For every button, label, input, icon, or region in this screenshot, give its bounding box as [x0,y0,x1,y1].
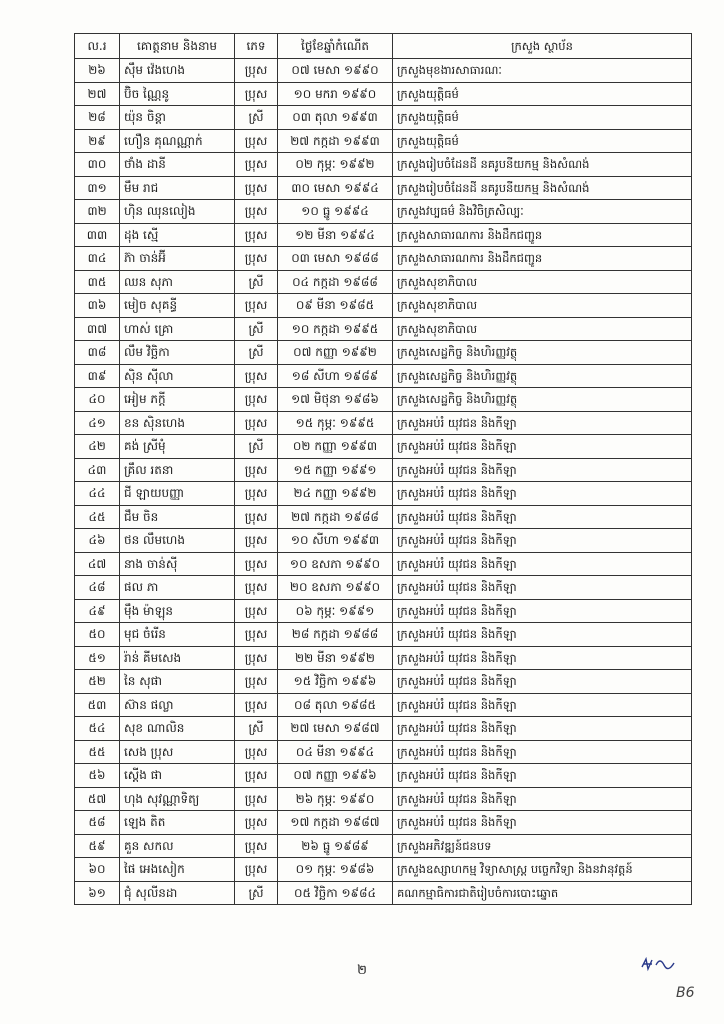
row-dob: ២២ មីនា ១៩៩២ [278,646,393,670]
row-gender: ប្រុស [235,858,278,882]
row-dob: ០៤ កក្កដា ១៩៨៨ [278,270,393,294]
row-name: ហ៊ិន ឈុនលៀង [120,200,235,224]
row-ministry: ក្រសួងសាធារណការ និងដឹកជញ្ជូន [393,223,692,247]
row-ministry: គណកម្មាធិការជាតិរៀបចំការបោះឆ្នោត [393,881,692,905]
row-number: ៣៥ [75,270,120,294]
row-ministry: ក្រសួងយុត្តិធម៌ [393,106,692,130]
row-ministry: ក្រសួងអប់រំ យុវជន និងកីឡា [393,529,692,553]
table-row [75,129,692,153]
table-row [75,435,692,459]
row-number: ៦០ [75,858,120,882]
row-name: អៀម ភក្តី [120,388,235,412]
row-gender: ស្រី [235,881,278,905]
row-dob: ១២ មីនា ១៩៩៤ [278,223,393,247]
row-gender: ស្រី [235,341,278,365]
table-row [75,153,692,177]
row-name: ស៊ិន ស៊ីលា [120,364,235,388]
row-name: ជឹម ចិន [120,505,235,529]
row-ministry: ក្រសួងអប់រំ យុវជន និងកីឡា [393,670,692,694]
row-name: គួន សកល [120,834,235,858]
row-dob: ០៧ កញ្ញា ១៩៩២ [278,341,393,365]
row-ministry: ក្រសួងអប់រំ យុវជន និងកីឡា [393,717,692,741]
row-ministry: ក្រសួងសេដ្ឋកិច្ច និងហិរញ្ញវត្ថុ [393,388,692,412]
row-dob: ១០ កក្កដា ១៩៩៥ [278,317,393,341]
table-row [75,670,692,694]
row-gender: ប្រុស [235,764,278,788]
row-number: ៣២ [75,200,120,224]
row-gender: ប្រុស [235,82,278,106]
row-number: ៤២ [75,435,120,459]
row-ministry: ក្រសួងសេដ្ឋកិច្ច និងហិរញ្ញវត្ថុ [393,341,692,365]
row-dob: ១០ ឧសភា ១៩៩០ [278,552,393,576]
row-ministry: ក្រសួងឧស្សាហកម្ម វិទ្យាសាស្ត្រ បច្ចេកវិទ្យា និងនវានុវត្តន៍ [393,858,692,882]
table-row [75,458,692,482]
row-ministry: ក្រសួងអប់រំ យុវជន និងកីឡា [393,811,692,835]
row-dob: ១៧ កក្កដា ១៩៨៧ [278,811,393,835]
row-number: ៥៩ [75,834,120,858]
table-row [75,388,692,412]
row-name: លឹម វិច្ឆិកា [120,341,235,365]
row-ministry: ក្រសួងសុខាភិបាល [393,270,692,294]
row-gender: ប្រុស [235,153,278,177]
table-row [75,529,692,553]
row-name: មឹម រាជ [120,176,235,200]
row-number: ៤០ [75,388,120,412]
row-ministry: ក្រសួងអប់រំ យុវជន និងកីឡា [393,552,692,576]
header-ministry: ក្រសួង ស្ថាប័ន [393,34,692,59]
page-number: ២ [357,963,367,978]
row-ministry: ក្រសួងយុត្តិធម៌ [393,82,692,106]
row-number: ២៨ [75,106,120,130]
row-ministry: ក្រសួងអប់រំ យុវជន និងកីឡា [393,435,692,459]
header-gender: ភេទ [235,34,278,59]
row-ministry: ក្រសួងអប់រំ យុវជន និងកីឡា [393,482,692,506]
row-gender: ស្រី [235,435,278,459]
row-dob: ១៥ វិច្ឆិកា ១៩៩៦ [278,670,393,694]
table-row [75,505,692,529]
row-gender: ប្រុស [235,388,278,412]
row-number: ៣១ [75,176,120,200]
row-name: ស្តើង ផា [120,764,235,788]
table-row [75,552,692,576]
row-number: ៣៦ [75,294,120,318]
table-row [75,764,692,788]
table-row [75,834,692,858]
row-dob: ២៧ កក្កដា ១៩៩៣ [278,129,393,153]
table-row [75,317,692,341]
table-row [75,717,692,741]
row-ministry: ក្រសួងរៀបចំដែនដី នគរូបនីយកម្ម និងសំណង់ [393,176,692,200]
row-name: ខន ស៊ិនហេង [120,411,235,435]
row-number: ៥៨ [75,811,120,835]
table-row [75,623,692,647]
row-number: ៥២ [75,670,120,694]
row-number: ៥៧ [75,787,120,811]
table-row [75,787,692,811]
row-name: នាង ចាន់ស៊ី [120,552,235,576]
row-number: ៥០ [75,623,120,647]
row-number: ២៧ [75,82,120,106]
table-row [75,59,692,83]
row-number: ៥៥ [75,740,120,764]
row-dob: ០៤ មីនា ១៩៩៤ [278,740,393,764]
table-row [75,646,692,670]
row-dob: ០៧ កញ្ញា ១៩៩៦ [278,764,393,788]
row-dob: ១០ ធ្នូ ១៩៩៤ [278,200,393,224]
row-dob: ២០ ឧសភា ១៩៩០ [278,576,393,600]
row-gender: ប្រុស [235,176,278,200]
header-dob: ថ្ងៃខែឆ្នាំកំណើត [278,34,393,59]
table-row [75,200,692,224]
row-number: ៤៣ [75,458,120,482]
row-gender: ប្រុស [235,529,278,553]
row-number: ៤៥ [75,505,120,529]
row-number: ៤៦ [75,529,120,553]
row-ministry: ក្រសួងមុខងារសាធារណៈ [393,59,692,83]
row-number: ២៦ [75,59,120,83]
row-ministry: ក្រសួងយុត្តិធម៌ [393,129,692,153]
row-gender: ប្រុស [235,599,278,623]
row-dob: ៣០ មេសា ១៩៩៤ [278,176,393,200]
row-number: ៥១ [75,646,120,670]
row-gender: ស្រី [235,106,278,130]
row-name: យ៉ុន ចិន្តា [120,106,235,130]
row-gender: ប្រុស [235,670,278,694]
row-name: សេង ប្រុស [120,740,235,764]
row-ministry: ក្រសួងសុខាភិបាល [393,317,692,341]
table-row [75,482,692,506]
row-ministry: ក្រសួងអប់រំ យុវជន និងកីឡា [393,505,692,529]
row-name: ថាំង ដានី [120,153,235,177]
row-ministry: ក្រសួងអភិវឌ្ឍន៍ជនបទ [393,834,692,858]
row-name: គង់ ស្រីមុំ [120,435,235,459]
row-dob: ១០ សីហា ១៩៩៣ [278,529,393,553]
row-number: ៣៧ [75,317,120,341]
row-gender: ប្រុស [235,200,278,224]
table-header-row [75,34,692,59]
row-gender: ស្រី [235,717,278,741]
row-gender: ប្រុស [235,552,278,576]
row-number: ៤៧ [75,552,120,576]
row-dob: ២៧ កក្កដា ១៩៨៨ [278,505,393,529]
row-name: ផៃ អេងសៀក [120,858,235,882]
row-name: រ៉ាន់ គីមសេង [120,646,235,670]
row-name: ឡេង តិត [120,811,235,835]
row-dob: ១៥ កុម្ភៈ ១៩៩៥ [278,411,393,435]
row-dob: ១៨ សីហា ១៩៨៩ [278,364,393,388]
row-number: ៥៤ [75,717,120,741]
row-name: ផល ភា [120,576,235,600]
row-ministry: ក្រសួងអប់រំ យុវជន និងកីឡា [393,599,692,623]
row-name: ហាស់ គ្រោ [120,317,235,341]
handwritten-signature [640,955,680,977]
row-number: ៣៣ [75,223,120,247]
row-number: ៤៩ [75,599,120,623]
table-row [75,247,692,271]
row-gender: ស្រី [235,317,278,341]
table-row [75,270,692,294]
row-ministry: ក្រសួងសាធារណការ និងដឹកជញ្ជូន [393,247,692,271]
row-dob: ០៥ វិច្ឆិកា ១៩៨៤ [278,881,393,905]
table-row [75,223,692,247]
row-gender: ប្រុស [235,623,278,647]
row-number: ៤១ [75,411,120,435]
row-number: ៣០ [75,153,120,177]
table-row [75,341,692,365]
row-name: មុជ ចំរើន [120,623,235,647]
row-ministry: ក្រសួងអប់រំ យុវជន និងកីឡា [393,693,692,717]
table-row [75,811,692,835]
row-name: ជុំ សុលីនដា [120,881,235,905]
row-dob: ២៦ ធ្នូ ១៩៨៩ [278,834,393,858]
personnel-table [74,33,692,905]
row-dob: ២៨ កក្កដា ១៩៨៨ [278,623,393,647]
row-gender: ប្រុស [235,787,278,811]
row-dob: ២៤ កញ្ញា ១៩៩២ [278,482,393,506]
row-dob: ០៧ មេសា ១៩៩០ [278,59,393,83]
row-number: ៥៦ [75,764,120,788]
row-name: ស៊ាន ផល្លា [120,693,235,717]
row-number: ២៩ [75,129,120,153]
row-ministry: ក្រសួងរៀបចំដែនដី នគរូបនីយកម្ម និងសំណង់ [393,153,692,177]
row-number: ៦១ [75,881,120,905]
row-name: ជី ឡាយបញ្ញា [120,482,235,506]
row-ministry: ក្រសួងអប់រំ យុវជន និងកីឡា [393,646,692,670]
row-dob: ០១ កុម្ភៈ ១៩៨៦ [278,858,393,882]
table-row [75,740,692,764]
table-row [75,106,692,130]
row-number: ៥៣ [75,693,120,717]
row-number: ៣៤ [75,247,120,271]
row-ministry: ក្រសួងអប់រំ យុវជន និងកីឡា [393,576,692,600]
row-dob: ០៨ តុលា ១៩៨៥ [278,693,393,717]
row-name: គ្រឹល រតនា [120,458,235,482]
row-gender: ស្រី [235,270,278,294]
row-ministry: ក្រសួងសុខាភិបាល [393,294,692,318]
row-ministry: ក្រសួងអប់រំ យុវជន និងកីឡា [393,764,692,788]
row-name: មៀច សុគន្ធី [120,294,235,318]
row-name: នៃ សុផា [120,670,235,694]
row-number: ៣៩ [75,364,120,388]
row-name: ថន លឹមហេង [120,529,235,553]
row-number: ៤៤ [75,482,120,506]
row-ministry: ក្រសួងអប់រំ យុវជន និងកីឡា [393,411,692,435]
row-gender: ប្រុស [235,59,278,83]
row-name: ហុង សុវណ្ណាទិត្យ [120,787,235,811]
row-dob: ១០ មករា ១៩៩០ [278,82,393,106]
row-name: សុខ ណាលិន [120,717,235,741]
row-dob: ០២ កញ្ញា ១៩៩៣ [278,435,393,459]
row-dob: ១៧ មិថុនា ១៩៨៦ [278,388,393,412]
row-dob: ២៦ កុម្ភៈ ១៩៩០ [278,787,393,811]
table-row [75,411,692,435]
row-gender: ប្រុស [235,740,278,764]
row-ministry: ក្រសួងអប់រំ យុវជន និងកីឡា [393,740,692,764]
table-body [75,59,692,905]
row-gender: ប្រុស [235,247,278,271]
row-gender: ប្រុស [235,364,278,388]
table-row [75,176,692,200]
row-name: ម៉ឹង ម៉ាឡុន [120,599,235,623]
table-row [75,576,692,600]
row-dob: ០៦ កុម្ភៈ ១៩៩១ [278,599,393,623]
row-dob: ០២ កុម្ភៈ ១៩៩២ [278,153,393,177]
row-dob: ០៣ តុលា ១៩៩៣ [278,106,393,130]
row-gender: ប្រុស [235,411,278,435]
table-row [75,599,692,623]
row-gender: ប្រុស [235,811,278,835]
row-gender: ប្រុស [235,834,278,858]
row-number: ៤៨ [75,576,120,600]
row-name: ឈន សុភា [120,270,235,294]
row-dob: ២៧ មេសា ១៩៨៧ [278,717,393,741]
row-name: ប៊ិច ណ្ណៃនូ [120,82,235,106]
row-gender: ប្រុស [235,482,278,506]
row-gender: ប្រុស [235,505,278,529]
row-gender: ប្រុស [235,576,278,600]
row-dob: ០៩ មីនា ១៩៨៥ [278,294,393,318]
row-gender: ប្រុស [235,223,278,247]
row-ministry: ក្រសួងអប់រំ យុវជន និងកីឡា [393,623,692,647]
row-name: ស៊ឹម វ៉េងហេង [120,59,235,83]
row-ministry: ក្រសួងវប្បធម៌ និងវិចិត្រសិល្បៈ [393,200,692,224]
table-row [75,364,692,388]
row-ministry: ក្រសួងសេដ្ឋកិច្ច និងហិរញ្ញវត្ថុ [393,364,692,388]
row-gender: ប្រុស [235,693,278,717]
table-row [75,881,692,905]
row-gender: ប្រុស [235,458,278,482]
header-name: គោត្តនាម និងនាម [120,34,235,59]
row-ministry: ក្រសួងអប់រំ យុវជន និងកីឡា [393,787,692,811]
row-gender: ប្រុស [235,646,278,670]
row-dob: ១៥ កញ្ញា ១៩៩១ [278,458,393,482]
row-name: ហឿន គុណណ្ណាក់ [120,129,235,153]
row-number: ៣៨ [75,341,120,365]
row-gender: ប្រុស [235,129,278,153]
row-ministry: ក្រសួងអប់រំ យុវជន និងកីឡា [393,458,692,482]
row-name: ដុង ស្មើ [120,223,235,247]
page-code: B6 [676,985,695,1001]
header-no: ល.រ [75,34,120,59]
table-row [75,294,692,318]
row-dob: ០៣ មេសា ១៩៨៨ [278,247,393,271]
table-row [75,693,692,717]
table-row [75,858,692,882]
row-name: ភ៊ា ចាន់អ៊ី [120,247,235,271]
table-row [75,82,692,106]
row-gender: ប្រុស [235,294,278,318]
